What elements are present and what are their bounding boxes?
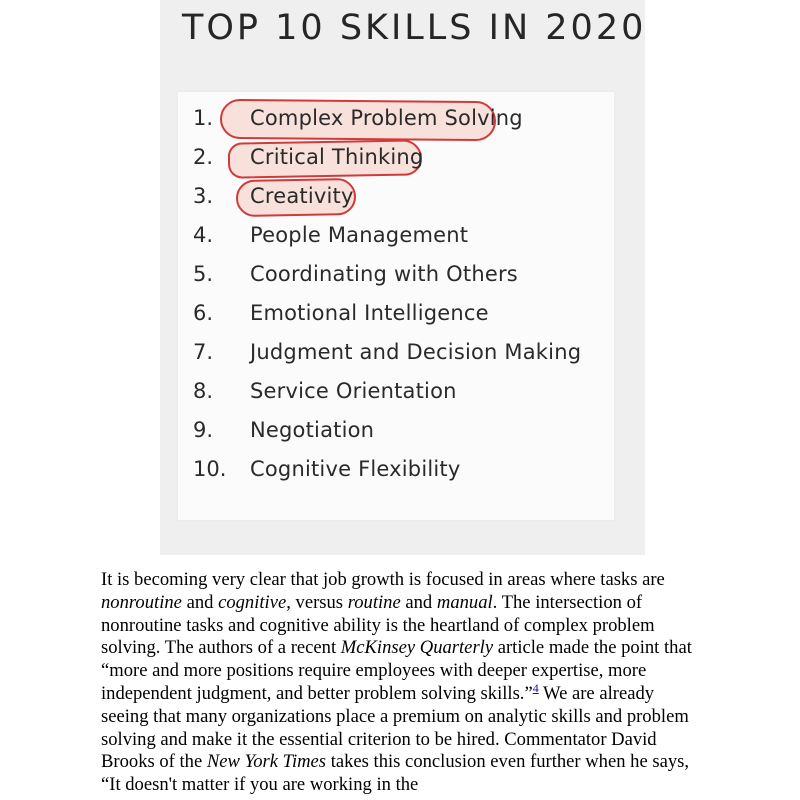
emphasis: cognitive	[218, 591, 287, 613]
text-run: and	[400, 591, 437, 613]
skill-label: Service Orientation	[250, 379, 457, 403]
text-run: . The intersection of nonroutine tasks and cognitive ability is the heartland of complex problem solving. The authors of a recent	[101, 591, 655, 659]
skill-item	[178, 139, 614, 175]
skill-item	[178, 295, 614, 331]
emphasis: routine	[347, 591, 401, 613]
emphasis: nonroutine	[101, 591, 182, 613]
skill-label: Critical Thinking	[250, 145, 424, 169]
text-run: takes this conclusion even further when he says, “It doesn't matter if you are working in the	[101, 751, 690, 796]
skill-item	[178, 100, 614, 136]
emphasis: New York Times	[206, 751, 327, 773]
text-run: , versus	[286, 591, 348, 613]
skills-list	[178, 92, 614, 520]
skill-number: 5.	[193, 262, 214, 286]
figure-title: TOP 10 SKILLS IN 2020	[182, 8, 647, 48]
skill-number: 2.	[193, 145, 214, 169]
skill-label: Complex Problem Solving	[250, 106, 523, 130]
emphasis: McKinsey Quarterly	[340, 637, 494, 659]
skill-label: People Management	[250, 223, 469, 247]
skill-number: 9.	[193, 418, 214, 442]
skill-label: Creativity	[250, 184, 354, 208]
skill-number: 1.	[193, 106, 214, 130]
body-paragraph	[101, 569, 701, 797]
skill-number: 6.	[193, 301, 214, 325]
skill-item	[178, 412, 614, 448]
text-run: We are already seeing that many organizations place a premium on analytic skills and problem solving and make it the essential criterion to be hired. Commentator David Brooks of the	[101, 682, 689, 773]
skill-number: 7.	[193, 340, 214, 364]
skill-number: 3.	[193, 184, 214, 208]
skill-item	[178, 217, 614, 253]
skill-item	[178, 334, 614, 370]
text-run: article made the point that “more and more positions require employees with deeper expertise, more independent judgment, and better problem solving skills.”	[101, 637, 692, 704]
skill-item	[178, 256, 614, 292]
skill-label: Coordinating with Others	[250, 262, 518, 286]
skill-label: Judgment and Decision Making	[250, 340, 582, 364]
skill-item	[178, 373, 614, 409]
footnote-link[interactable]: 4	[532, 680, 539, 695]
text-run: It is becoming very clear that job growth is focused in areas where tasks are	[101, 569, 665, 590]
skill-item	[178, 178, 614, 214]
emphasis: manual	[436, 591, 493, 613]
skill-item	[178, 451, 614, 487]
body-text	[101, 569, 701, 797]
skill-label: Cognitive Flexibility	[250, 457, 461, 481]
text-run: and	[181, 591, 219, 613]
skill-number: 8.	[193, 379, 214, 403]
skills-figure	[160, 0, 645, 555]
skill-label: Negotiation	[250, 418, 375, 442]
skill-label: Emotional Intelligence	[250, 301, 489, 325]
skill-number: 4.	[193, 223, 214, 247]
skill-number: 10.	[193, 457, 227, 481]
